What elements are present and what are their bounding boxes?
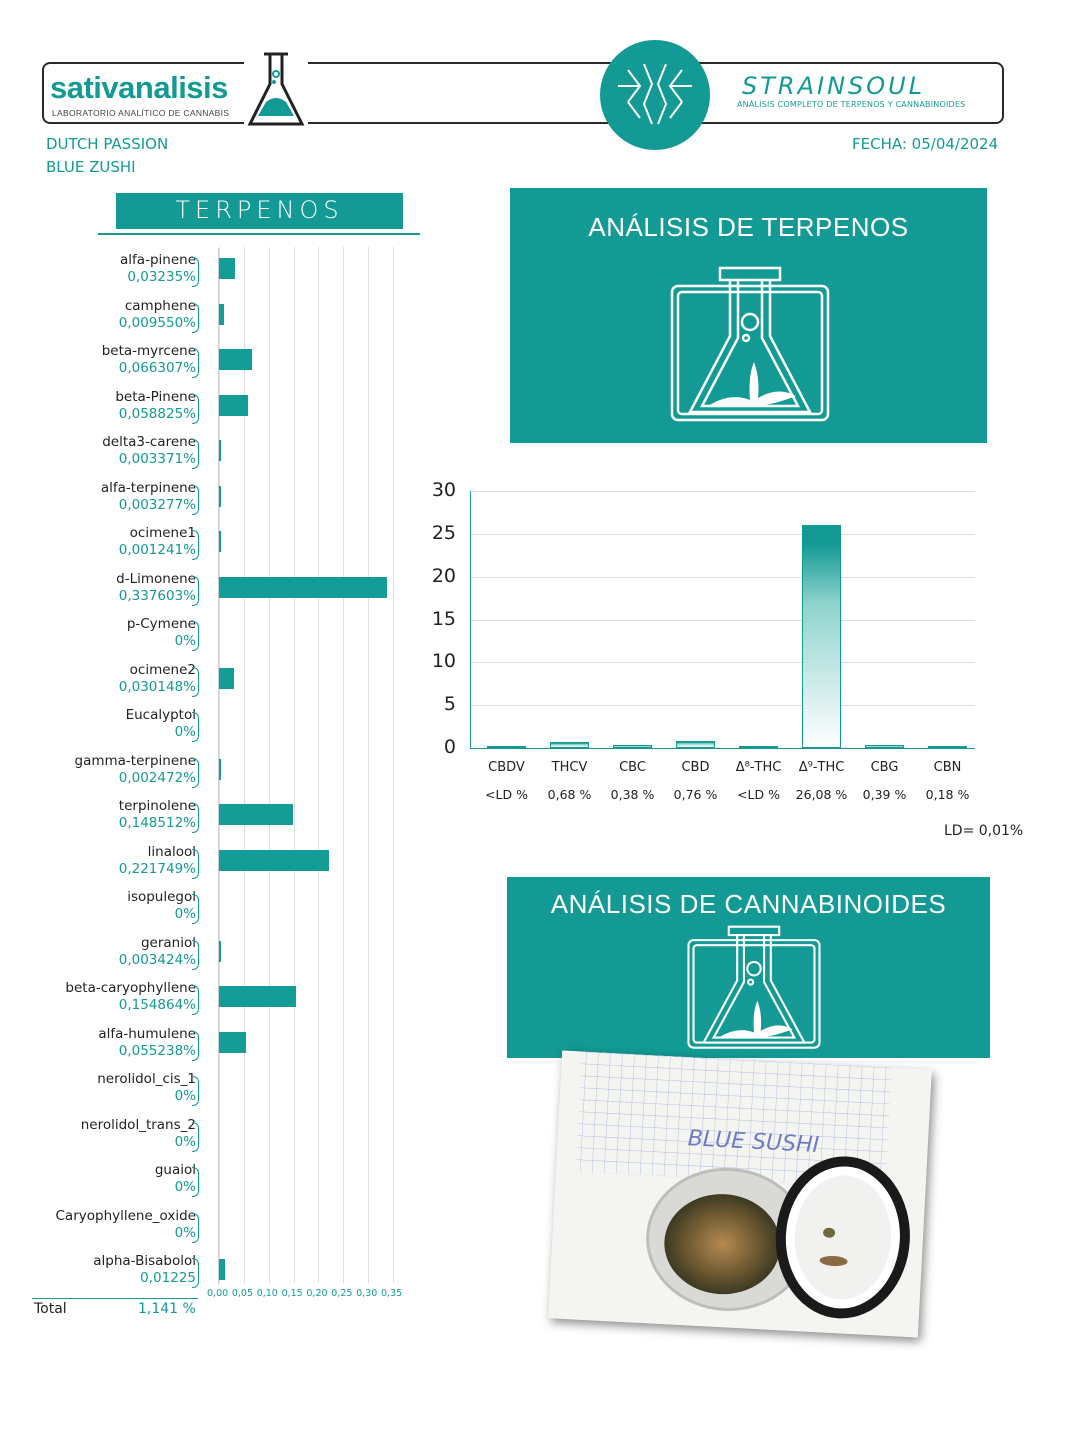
cannabinoid-category-label: CBN [933, 760, 962, 775]
breeder-name: DUTCH PASSION [46, 135, 169, 153]
cannabinoid-gridline [470, 705, 975, 706]
terpene-name: guaiol [154, 1162, 196, 1178]
cannabinoid-category-label: THCV [551, 760, 588, 775]
total-value: 1,141 % [138, 1301, 196, 1317]
terpene-value-label: 0% [174, 1224, 196, 1241]
cannabinoid-gridline [470, 620, 975, 621]
terpene-bracket [192, 1258, 199, 1288]
terpene-name: nerolidol_cis_1 [97, 1071, 196, 1087]
terpene-name: geraniol [140, 934, 196, 951]
cannabinoid-category-label: CBC [619, 760, 646, 775]
terpene-value-label: 0% [174, 906, 196, 922]
lab-flask-icon [683, 925, 825, 1051]
terpene-value-label: 0,337603% [118, 587, 196, 604]
terpene-x-tick: 0,35 [381, 1288, 403, 1299]
lab-logo-subtitle: LABORATORIO ANALÍTICO DE CANNABIS [52, 108, 230, 118]
strainsoul-emblem-icon [600, 40, 710, 150]
terpene-value-label: 0,055238% [118, 1042, 196, 1059]
terpene-value-label: 0,03235% [127, 269, 196, 285]
cannabinoid-analysis-title: ANÁLISIS DE CANNABINOIDES [550, 889, 947, 919]
terpene-bar [219, 1032, 246, 1053]
terpene-bracket [192, 849, 199, 879]
terpene-value-label: 0,058825% [118, 405, 196, 422]
cannabinoid-value-label: <LD % [737, 787, 780, 802]
terpene-name: beta-Pinene [115, 388, 196, 405]
cannabinoid-y-tick: 20 [431, 564, 456, 587]
terpene-name: ocimene2 [129, 661, 196, 678]
brand-name: STRAINSOUL [742, 72, 926, 100]
terpene-value-label: 0,030148% [118, 678, 196, 695]
cannabinoid-y-tick: 0 [443, 736, 456, 758]
terpene-x-tick: 0,00 [207, 1288, 229, 1299]
terpene-gridline [318, 247, 319, 1283]
terpene-name: delta3-carene [102, 434, 196, 450]
terpene-value-label: 0% [174, 1133, 196, 1150]
terpene-value-label: 0,066307% [118, 360, 196, 376]
terpene-bracket [192, 394, 199, 424]
cannabinoid-y-tick: 10 [431, 650, 456, 673]
terpene-bar [219, 668, 234, 689]
terpene-x-tick: 0,30 [356, 1288, 378, 1299]
terpene-value-label: 0,003277% [118, 496, 196, 513]
cannabinoid-y-tick: 30 [431, 479, 456, 501]
terpene-gridline [343, 247, 344, 1283]
terpene-gridline [368, 247, 369, 1283]
terpene-bracket [192, 1076, 199, 1106]
terpene-bracket [192, 1031, 199, 1061]
terpene-gridline [269, 247, 270, 1283]
terpenes-rule [98, 233, 420, 235]
terpene-value-label: 0% [174, 724, 196, 740]
terpene-name: p-Cymene [126, 616, 196, 632]
total-rule [32, 1298, 198, 1299]
cannabinoid-value-label: 0,76 % [673, 787, 718, 802]
cannabinoid-gridline [470, 577, 975, 578]
photo-handwritten-label: BLUE SUSHI [687, 1126, 820, 1159]
terpene-x-tick: 0,15 [281, 1288, 303, 1299]
cannabinoid-gridline [470, 662, 975, 663]
terpene-bar [219, 258, 235, 279]
terpene-bar [219, 440, 221, 461]
terpene-bar [219, 577, 387, 598]
terpene-name: nerolidol_trans_2 [80, 1116, 196, 1133]
terpene-value-label: 0,003371% [118, 451, 196, 467]
cannabinoid-y-tick: 25 [431, 521, 456, 544]
terpene-name: beta-myrcene [101, 343, 196, 359]
terpene-bar [219, 1259, 225, 1280]
total-label: Total [34, 1301, 67, 1317]
terpene-name: d-Limonene [116, 570, 196, 587]
terpene-bracket [192, 758, 199, 788]
terpene-bracket [192, 257, 199, 287]
terpene-value-label: 0% [174, 1088, 196, 1104]
terpene-value-label: 0,01225 [140, 1270, 196, 1286]
cannabinoid-gridline [470, 491, 975, 492]
terpene-name: alfa-terpinene [100, 479, 196, 496]
terpene-value-label: 0% [174, 633, 196, 649]
terpene-name: camphene [124, 297, 196, 314]
terpene-name: isopulegol [127, 889, 196, 905]
cannabinoid-analysis-box [507, 877, 990, 1058]
terpene-bar [219, 850, 329, 871]
terpene-value-label: 0,001241% [118, 542, 196, 558]
terpene-bracket [192, 1122, 199, 1152]
terpene-axis [218, 248, 219, 1284]
strain-name: BLUE ZUSHI [46, 158, 136, 176]
terpene-bracket [192, 576, 199, 606]
cannabinoid-category-label: Δ⁸-THC [735, 760, 782, 775]
terpene-gridline [294, 247, 295, 1283]
cannabinoid-gridline [470, 534, 975, 535]
lab-flask-icon [668, 266, 832, 426]
terpene-bracket [192, 485, 199, 515]
terpene-bracket [192, 621, 199, 651]
cannabinoid-y-tick: 5 [443, 693, 456, 716]
terpene-x-tick: 0,20 [306, 1288, 328, 1299]
detection-limit-note: LD= 0,01% [944, 823, 1024, 839]
cannabinoid-value-label: 0,39 % [862, 787, 907, 802]
terpene-name: Eucalyptol [125, 707, 196, 723]
terpene-value-label: 0,154864% [118, 997, 196, 1013]
terpene-analysis-box [510, 188, 987, 443]
terpene-name: beta-caryophyllene [65, 980, 196, 996]
terpene-bracket [192, 303, 199, 333]
cannabinoid-value-label: 0,68 % [547, 787, 592, 802]
cannabinoid-bar [676, 741, 715, 748]
terpene-name: terpinolene [118, 798, 196, 814]
terpene-bar [219, 804, 293, 825]
terpene-bracket [192, 894, 199, 924]
report-date: FECHA: 05/04/2024 [852, 135, 999, 153]
terpene-bar [219, 759, 221, 780]
terpene-name: gamma-terpinene [74, 752, 196, 769]
cannabinoid-category-label: CBDV [488, 760, 525, 775]
terpenes-heading: TERPENOS [175, 196, 344, 224]
cannabinoid-category-label: CBG [870, 760, 899, 775]
terpene-name: ocimene1 [129, 525, 196, 541]
terpene-x-tick: 0,25 [331, 1288, 353, 1299]
cannabinoid-value-label: <LD % [485, 787, 528, 802]
terpene-bar [219, 304, 224, 325]
terpene-bar [219, 941, 221, 962]
terpene-bar [219, 395, 248, 416]
terpene-bracket [192, 439, 199, 469]
terpene-bracket [192, 940, 199, 970]
cannabinoid-value-label: 0,38 % [610, 787, 655, 802]
terpene-bracket [192, 985, 199, 1015]
terpene-name: alfa-humulene [98, 1025, 196, 1042]
terpene-bar [219, 349, 252, 370]
sample-photo [548, 1051, 932, 1338]
cannabinoid-y-axis [470, 491, 471, 748]
terpene-value-label: 0,002472% [118, 769, 196, 786]
terpene-bar [219, 986, 296, 1007]
terpene-bracket [192, 803, 199, 833]
terpene-bracket [192, 1213, 199, 1243]
brand-subtitle: ANÁLISIS COMPLETO DE TERPENOS Y CANNABINOIDES [737, 100, 966, 109]
terpene-bar [219, 486, 221, 507]
cannabinoid-value-label: 26,08 % [795, 787, 848, 802]
terpene-analysis-title: ANÁLISIS DE TERPENOS [588, 212, 909, 242]
terpene-bracket [192, 667, 199, 697]
terpene-name: alfa-pinene [120, 252, 196, 268]
cannabinoid-category-label: Δ⁹-THC [798, 760, 845, 775]
flask-logo-icon [244, 50, 308, 130]
cannabinoid-value-label: 0,18 % [925, 787, 970, 802]
terpene-name: Caryophyllene_oxide [55, 1207, 196, 1224]
cannabinoid-y-tick: 15 [431, 607, 456, 630]
cannabinoid-x-axis [470, 748, 975, 749]
terpene-bracket [192, 530, 199, 560]
lab-logo-name: sativanalisis [50, 70, 228, 105]
terpene-name: alpha-Bisabolol [93, 1253, 196, 1269]
terpene-bar [219, 531, 221, 552]
terpene-value-label: 0,003424% [118, 951, 196, 968]
terpene-value-label: 0,009550% [118, 314, 196, 331]
terpene-x-tick: 0,10 [256, 1288, 278, 1299]
terpene-x-tick: 0,05 [231, 1288, 253, 1299]
cannabinoid-category-label: CBD [681, 760, 710, 775]
terpene-value-label: 0% [174, 1179, 196, 1195]
terpene-name: linalool [147, 843, 196, 860]
terpene-value-label: 0,221749% [118, 860, 196, 877]
cannabinoid-bar [802, 525, 841, 748]
terpene-bracket [192, 348, 199, 378]
terpene-bracket [192, 1167, 199, 1197]
terpene-bracket [192, 712, 199, 742]
terpene-gridline [393, 247, 394, 1283]
terpene-value-label: 0,148512% [118, 815, 196, 831]
